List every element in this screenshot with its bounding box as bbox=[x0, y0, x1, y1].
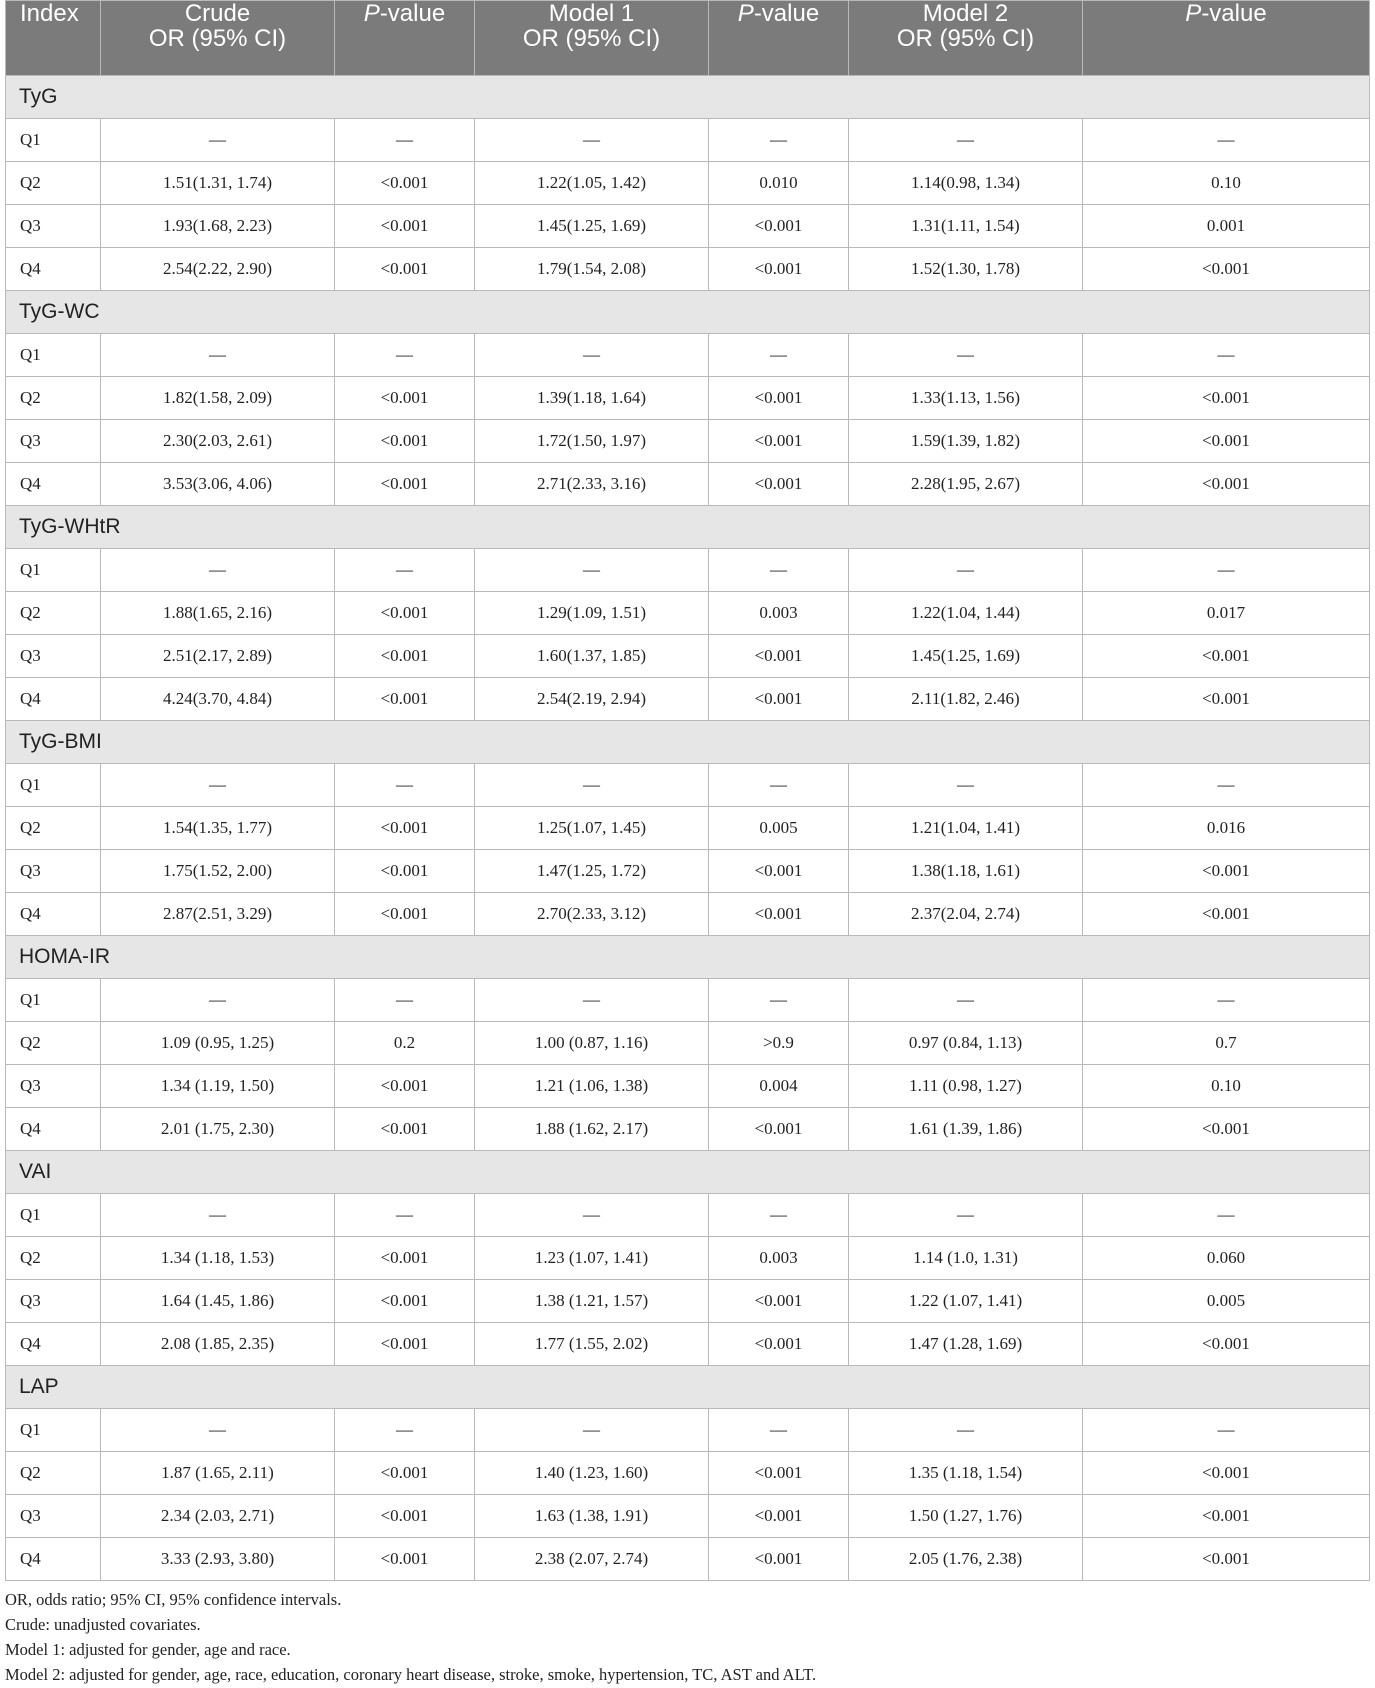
cell-model1-or: — bbox=[475, 334, 709, 377]
section-row bbox=[6, 1366, 1370, 1409]
cell-crude-pvalue: <0.001 bbox=[335, 592, 475, 635]
section-row bbox=[6, 721, 1370, 764]
cell-model2-pvalue: 0.10 bbox=[1083, 162, 1370, 205]
section-row bbox=[6, 936, 1370, 979]
odds-ratio-table bbox=[5, 0, 1370, 1581]
cell-quartile: Q1 bbox=[6, 1194, 101, 1237]
table-row bbox=[6, 1452, 1370, 1495]
cell-quartile: Q4 bbox=[6, 1538, 101, 1581]
cell-crude-pvalue: — bbox=[335, 979, 475, 1022]
cell-quartile: Q2 bbox=[6, 1237, 101, 1280]
cell-crude-pvalue: — bbox=[335, 764, 475, 807]
cell-model1-or: 2.71(2.33, 3.16) bbox=[475, 463, 709, 506]
cell-model1-pvalue: <0.001 bbox=[709, 850, 849, 893]
cell-model1-pvalue: <0.001 bbox=[709, 248, 849, 291]
section-title: VAI bbox=[6, 1151, 1370, 1194]
cell-model1-or: 1.79(1.54, 2.08) bbox=[475, 248, 709, 291]
table-row bbox=[6, 1237, 1370, 1280]
cell-model1-or: 1.39(1.18, 1.64) bbox=[475, 377, 709, 420]
cell-quartile: Q4 bbox=[6, 893, 101, 936]
header-pvalue-crude bbox=[335, 1, 475, 76]
cell-model2-pvalue: <0.001 bbox=[1083, 1452, 1370, 1495]
cell-crude-or: 1.34 (1.19, 1.50) bbox=[101, 1065, 335, 1108]
cell-crude-or: 1.64 (1.45, 1.86) bbox=[101, 1280, 335, 1323]
cell-model1-pvalue: <0.001 bbox=[709, 893, 849, 936]
section-title: TyG-BMI bbox=[6, 721, 1370, 764]
section-title: TyG-WC bbox=[6, 291, 1370, 334]
cell-model1-or: 2.38 (2.07, 2.74) bbox=[475, 1538, 709, 1581]
cell-model2-or: 1.22(1.04, 1.44) bbox=[849, 592, 1083, 635]
cell-crude-pvalue: <0.001 bbox=[335, 1452, 475, 1495]
cell-model2-pvalue: <0.001 bbox=[1083, 248, 1370, 291]
section-title: TyG-WHtR bbox=[6, 506, 1370, 549]
cell-crude-or: 2.30(2.03, 2.61) bbox=[101, 420, 335, 463]
cell-model2-or: — bbox=[849, 119, 1083, 162]
cell-crude-pvalue: <0.001 bbox=[335, 1108, 475, 1151]
cell-quartile: Q3 bbox=[6, 850, 101, 893]
table-row bbox=[6, 979, 1370, 1022]
cell-quartile: Q1 bbox=[6, 764, 101, 807]
cell-crude-or: — bbox=[101, 1194, 335, 1237]
cell-quartile: Q3 bbox=[6, 635, 101, 678]
cell-model2-pvalue: <0.001 bbox=[1083, 1323, 1370, 1366]
cell-model2-pvalue: <0.001 bbox=[1083, 1495, 1370, 1538]
cell-crude-or: 3.53(3.06, 4.06) bbox=[101, 463, 335, 506]
cell-crude-or: 1.88(1.65, 2.16) bbox=[101, 592, 335, 635]
footnote-abbreviations: OR, odds ratio; 95% CI, 95% confidence intervals. bbox=[5, 1590, 342, 1609]
cell-model1-pvalue: <0.001 bbox=[709, 1108, 849, 1151]
cell-model2-or: — bbox=[849, 1409, 1083, 1452]
cell-model1-or: — bbox=[475, 979, 709, 1022]
header-index-label: Index bbox=[20, 0, 79, 27]
table-row bbox=[6, 1065, 1370, 1108]
cell-crude-pvalue: — bbox=[335, 1194, 475, 1237]
cell-crude-pvalue: <0.001 bbox=[335, 1323, 475, 1366]
cell-quartile: Q3 bbox=[6, 205, 101, 248]
cell-crude-pvalue: — bbox=[335, 334, 475, 377]
cell-model2-pvalue: <0.001 bbox=[1083, 463, 1370, 506]
cell-crude-pvalue: — bbox=[335, 549, 475, 592]
cell-model2-pvalue: <0.001 bbox=[1083, 420, 1370, 463]
cell-crude-pvalue: <0.001 bbox=[335, 1237, 475, 1280]
cell-model1-pvalue: — bbox=[709, 979, 849, 1022]
cell-model2-or: 1.11 (0.98, 1.27) bbox=[849, 1065, 1083, 1108]
cell-crude-or: 1.87 (1.65, 2.11) bbox=[101, 1452, 335, 1495]
cell-crude-pvalue: — bbox=[335, 119, 475, 162]
cell-quartile: Q4 bbox=[6, 248, 101, 291]
cell-crude-or: 4.24(3.70, 4.84) bbox=[101, 678, 335, 721]
cell-model2-or: 2.05 (1.76, 2.38) bbox=[849, 1538, 1083, 1581]
table-row bbox=[6, 377, 1370, 420]
section-row bbox=[6, 76, 1370, 119]
cell-model2-pvalue: 0.7 bbox=[1083, 1022, 1370, 1065]
cell-model1-pvalue: 0.010 bbox=[709, 162, 849, 205]
table-row bbox=[6, 549, 1370, 592]
cell-model2-or: — bbox=[849, 549, 1083, 592]
cell-model1-pvalue: <0.001 bbox=[709, 1323, 849, 1366]
header-model1-title: Model 1 bbox=[548, 0, 635, 27]
cell-crude-pvalue: <0.001 bbox=[335, 1495, 475, 1538]
cell-crude-or: 2.01 (1.75, 2.30) bbox=[101, 1108, 335, 1151]
header-pvalue-suffix: -value bbox=[379, 0, 446, 27]
cell-model2-pvalue: 0.005 bbox=[1083, 1280, 1370, 1323]
table-row bbox=[6, 119, 1370, 162]
cell-model1-or: 1.22(1.05, 1.42) bbox=[475, 162, 709, 205]
cell-crude-pvalue: <0.001 bbox=[335, 893, 475, 936]
cell-model2-or: 1.14(0.98, 1.34) bbox=[849, 162, 1083, 205]
cell-model1-or: — bbox=[475, 119, 709, 162]
cell-model2-pvalue: — bbox=[1083, 549, 1370, 592]
cell-model2-or: — bbox=[849, 1194, 1083, 1237]
cell-model1-or: 1.45(1.25, 1.69) bbox=[475, 205, 709, 248]
cell-model2-pvalue: <0.001 bbox=[1083, 635, 1370, 678]
cell-crude-pvalue: <0.001 bbox=[335, 463, 475, 506]
table-row bbox=[6, 1108, 1370, 1151]
cell-crude-or: — bbox=[101, 1409, 335, 1452]
footnote-crude: Crude: unadjusted covariates. bbox=[5, 1615, 201, 1634]
cell-quartile: Q2 bbox=[6, 1022, 101, 1065]
table-row bbox=[6, 1323, 1370, 1366]
cell-crude-pvalue: <0.001 bbox=[335, 678, 475, 721]
cell-model1-or: — bbox=[475, 764, 709, 807]
cell-crude-pvalue: <0.001 bbox=[335, 1538, 475, 1581]
cell-model1-pvalue: — bbox=[709, 549, 849, 592]
cell-model1-or: 1.60(1.37, 1.85) bbox=[475, 635, 709, 678]
cell-model1-pvalue: — bbox=[709, 119, 849, 162]
cell-quartile: Q1 bbox=[6, 334, 101, 377]
cell-quartile: Q1 bbox=[6, 549, 101, 592]
cell-quartile: Q3 bbox=[6, 1495, 101, 1538]
cell-crude-or: 3.33 (2.93, 3.80) bbox=[101, 1538, 335, 1581]
header-index bbox=[6, 1, 101, 76]
cell-quartile: Q3 bbox=[6, 1065, 101, 1108]
cell-model1-pvalue: <0.001 bbox=[709, 1280, 849, 1323]
cell-crude-or: — bbox=[101, 119, 335, 162]
header-pvalue-p: P bbox=[737, 0, 754, 27]
cell-model2-pvalue: 0.10 bbox=[1083, 1065, 1370, 1108]
header-pvalue-suffix: -value bbox=[1201, 0, 1267, 27]
header-pvalue-model2 bbox=[1083, 1, 1370, 76]
cell-crude-pvalue: <0.001 bbox=[335, 635, 475, 678]
cell-model2-pvalue: — bbox=[1083, 979, 1370, 1022]
cell-crude-pvalue: <0.001 bbox=[335, 1280, 475, 1323]
cell-quartile: Q4 bbox=[6, 1108, 101, 1151]
cell-crude-or: 1.09 (0.95, 1.25) bbox=[101, 1022, 335, 1065]
header-pvalue-p: P bbox=[363, 0, 380, 27]
cell-model1-pvalue: <0.001 bbox=[709, 205, 849, 248]
cell-crude-pvalue: — bbox=[335, 1409, 475, 1452]
header-crude bbox=[101, 1, 335, 76]
cell-crude-or: — bbox=[101, 549, 335, 592]
table-row bbox=[6, 162, 1370, 205]
section-row bbox=[6, 291, 1370, 334]
header-model2-title: Model 2 bbox=[922, 0, 1009, 27]
cell-quartile: Q2 bbox=[6, 592, 101, 635]
cell-crude-pvalue: <0.001 bbox=[335, 162, 475, 205]
cell-quartile: Q1 bbox=[6, 979, 101, 1022]
cell-crude-pvalue: 0.2 bbox=[335, 1022, 475, 1065]
cell-crude-or: — bbox=[101, 979, 335, 1022]
section-title: TyG bbox=[6, 76, 1370, 119]
cell-quartile: Q4 bbox=[6, 463, 101, 506]
cell-model2-pvalue: <0.001 bbox=[1083, 377, 1370, 420]
cell-model2-or: 1.35 (1.18, 1.54) bbox=[849, 1452, 1083, 1495]
cell-model1-or: 1.63 (1.38, 1.91) bbox=[475, 1495, 709, 1538]
cell-crude-pvalue: <0.001 bbox=[335, 377, 475, 420]
cell-model2-pvalue: 0.016 bbox=[1083, 807, 1370, 850]
cell-quartile: Q1 bbox=[6, 119, 101, 162]
cell-crude-pvalue: <0.001 bbox=[335, 205, 475, 248]
table-footnotes bbox=[5, 1581, 1369, 1687]
cell-crude-pvalue: <0.001 bbox=[335, 850, 475, 893]
footnote-model1: Model 1: adjusted for gender, age and race. bbox=[5, 1640, 291, 1659]
table-row bbox=[6, 463, 1370, 506]
cell-model2-or: 1.50 (1.27, 1.76) bbox=[849, 1495, 1083, 1538]
header-pvalue-suffix: -value bbox=[753, 0, 820, 27]
cell-model1-or: 1.38 (1.21, 1.57) bbox=[475, 1280, 709, 1323]
cell-model1-pvalue: <0.001 bbox=[709, 377, 849, 420]
cell-model2-or: 1.38(1.18, 1.61) bbox=[849, 850, 1083, 893]
cell-model2-or: 2.28(1.95, 2.67) bbox=[849, 463, 1083, 506]
cell-model1-or: — bbox=[475, 1409, 709, 1452]
section-title: LAP bbox=[6, 1366, 1370, 1409]
cell-model2-pvalue: <0.001 bbox=[1083, 850, 1370, 893]
table-header bbox=[6, 1, 1370, 76]
cell-crude-or: — bbox=[101, 334, 335, 377]
cell-model1-or: 1.88 (1.62, 2.17) bbox=[475, 1108, 709, 1151]
cell-crude-pvalue: <0.001 bbox=[335, 1065, 475, 1108]
cell-model1-or: 1.23 (1.07, 1.41) bbox=[475, 1237, 709, 1280]
cell-model1-or: — bbox=[475, 549, 709, 592]
cell-model2-or: 2.37(2.04, 2.74) bbox=[849, 893, 1083, 936]
table-row bbox=[6, 807, 1370, 850]
cell-model1-or: 1.21 (1.06, 1.38) bbox=[475, 1065, 709, 1108]
footnote-model2: Model 2: adjusted for gender, age, race, education, coronary heart disease, stroke, smoke, hypertension, TC, AST and ALT. bbox=[5, 1665, 817, 1684]
cell-model1-pvalue: — bbox=[709, 1194, 849, 1237]
table-row bbox=[6, 1280, 1370, 1323]
cell-model2-pvalue: <0.001 bbox=[1083, 1538, 1370, 1581]
cell-model1-pvalue: — bbox=[709, 764, 849, 807]
cell-model2-pvalue: — bbox=[1083, 1194, 1370, 1237]
header-model1-subtitle: OR (95% CI) bbox=[522, 25, 661, 52]
cell-model2-or: 1.59(1.39, 1.82) bbox=[849, 420, 1083, 463]
cell-model2-pvalue: — bbox=[1083, 1409, 1370, 1452]
cell-model2-pvalue: 0.001 bbox=[1083, 205, 1370, 248]
cell-model2-or: 2.11(1.82, 2.46) bbox=[849, 678, 1083, 721]
cell-crude-or: 2.08 (1.85, 2.35) bbox=[101, 1323, 335, 1366]
cell-model2-pvalue: 0.060 bbox=[1083, 1237, 1370, 1280]
cell-crude-pvalue: <0.001 bbox=[335, 248, 475, 291]
cell-model2-or: 1.14 (1.0, 1.31) bbox=[849, 1237, 1083, 1280]
cell-model2-or: 1.22 (1.07, 1.41) bbox=[849, 1280, 1083, 1323]
cell-crude-or: — bbox=[101, 764, 335, 807]
cell-crude-or: 2.51(2.17, 2.89) bbox=[101, 635, 335, 678]
cell-crude-or: 1.54(1.35, 1.77) bbox=[101, 807, 335, 850]
cell-model2-or: 1.61 (1.39, 1.86) bbox=[849, 1108, 1083, 1151]
cell-model1-or: 1.72(1.50, 1.97) bbox=[475, 420, 709, 463]
cell-crude-or: 1.34 (1.18, 1.53) bbox=[101, 1237, 335, 1280]
cell-model1-pvalue: <0.001 bbox=[709, 463, 849, 506]
cell-quartile: Q2 bbox=[6, 807, 101, 850]
header-crude-title: Crude bbox=[184, 0, 251, 27]
cell-model1-pvalue: 0.003 bbox=[709, 1237, 849, 1280]
cell-model1-or: 1.00 (0.87, 1.16) bbox=[475, 1022, 709, 1065]
table-row bbox=[6, 1409, 1370, 1452]
cell-model1-or: 2.70(2.33, 3.12) bbox=[475, 893, 709, 936]
results-table-figure bbox=[5, 0, 1369, 1687]
cell-model1-or: 1.25(1.07, 1.45) bbox=[475, 807, 709, 850]
cell-model1-pvalue: >0.9 bbox=[709, 1022, 849, 1065]
table-row bbox=[6, 334, 1370, 377]
cell-quartile: Q1 bbox=[6, 1409, 101, 1452]
cell-model2-pvalue: — bbox=[1083, 119, 1370, 162]
cell-crude-or: 1.75(1.52, 2.00) bbox=[101, 850, 335, 893]
cell-model1-pvalue: <0.001 bbox=[709, 635, 849, 678]
section-row bbox=[6, 506, 1370, 549]
cell-quartile: Q3 bbox=[6, 420, 101, 463]
cell-model2-or: 1.47 (1.28, 1.69) bbox=[849, 1323, 1083, 1366]
header-row bbox=[6, 1, 1370, 76]
cell-model2-or: 1.31(1.11, 1.54) bbox=[849, 205, 1083, 248]
cell-model1-pvalue: <0.001 bbox=[709, 678, 849, 721]
cell-model1-pvalue: <0.001 bbox=[709, 420, 849, 463]
cell-model1-or: — bbox=[475, 1194, 709, 1237]
cell-model2-or: — bbox=[849, 979, 1083, 1022]
section-title: HOMA-IR bbox=[6, 936, 1370, 979]
cell-model1-pvalue: <0.001 bbox=[709, 1452, 849, 1495]
cell-crude-pvalue: <0.001 bbox=[335, 420, 475, 463]
cell-model1-pvalue: 0.003 bbox=[709, 592, 849, 635]
cell-model1-or: 1.29(1.09, 1.51) bbox=[475, 592, 709, 635]
table-body bbox=[6, 76, 1370, 1581]
table-row bbox=[6, 635, 1370, 678]
cell-quartile: Q2 bbox=[6, 162, 101, 205]
cell-model2-pvalue: — bbox=[1083, 334, 1370, 377]
cell-quartile: Q2 bbox=[6, 377, 101, 420]
cell-model1-or: 2.54(2.19, 2.94) bbox=[475, 678, 709, 721]
cell-model1-or: 1.77 (1.55, 2.02) bbox=[475, 1323, 709, 1366]
cell-model2-pvalue: <0.001 bbox=[1083, 1108, 1370, 1151]
cell-model2-pvalue: <0.001 bbox=[1083, 893, 1370, 936]
cell-model2-pvalue: — bbox=[1083, 764, 1370, 807]
cell-model1-or: 1.40 (1.23, 1.60) bbox=[475, 1452, 709, 1495]
table-row bbox=[6, 1538, 1370, 1581]
cell-model2-or: 1.52(1.30, 1.78) bbox=[849, 248, 1083, 291]
table-row bbox=[6, 592, 1370, 635]
cell-model2-or: 1.33(1.13, 1.56) bbox=[849, 377, 1083, 420]
table-row bbox=[6, 205, 1370, 248]
cell-model1-pvalue: — bbox=[709, 1409, 849, 1452]
cell-model2-pvalue: <0.001 bbox=[1083, 678, 1370, 721]
cell-crude-or: 1.82(1.58, 2.09) bbox=[101, 377, 335, 420]
cell-crude-or: 2.54(2.22, 2.90) bbox=[101, 248, 335, 291]
header-model2 bbox=[849, 1, 1083, 76]
cell-model2-or: 0.97 (0.84, 1.13) bbox=[849, 1022, 1083, 1065]
table-row bbox=[6, 1495, 1370, 1538]
cell-model2-or: 1.21(1.04, 1.41) bbox=[849, 807, 1083, 850]
cell-model1-pvalue: — bbox=[709, 334, 849, 377]
header-model1 bbox=[475, 1, 709, 76]
table-row bbox=[6, 1022, 1370, 1065]
cell-quartile: Q4 bbox=[6, 1323, 101, 1366]
cell-crude-or: 2.34 (2.03, 2.71) bbox=[101, 1495, 335, 1538]
table-row bbox=[6, 678, 1370, 721]
table-row bbox=[6, 420, 1370, 463]
cell-crude-or: 1.93(1.68, 2.23) bbox=[101, 205, 335, 248]
cell-model2-or: 1.45(1.25, 1.69) bbox=[849, 635, 1083, 678]
cell-model1-pvalue: <0.001 bbox=[709, 1495, 849, 1538]
cell-model2-pvalue: 0.017 bbox=[1083, 592, 1370, 635]
section-row bbox=[6, 1151, 1370, 1194]
table-row bbox=[6, 764, 1370, 807]
header-pvalue-p: P bbox=[1185, 0, 1202, 27]
cell-model1-pvalue: <0.001 bbox=[709, 1538, 849, 1581]
header-pvalue-model1 bbox=[709, 1, 849, 76]
cell-quartile: Q3 bbox=[6, 1280, 101, 1323]
header-crude-subtitle: OR (95% CI) bbox=[148, 25, 287, 52]
cell-model1-pvalue: 0.005 bbox=[709, 807, 849, 850]
cell-crude-or: 1.51(1.31, 1.74) bbox=[101, 162, 335, 205]
table-row bbox=[6, 893, 1370, 936]
table-row bbox=[6, 850, 1370, 893]
table-row bbox=[6, 248, 1370, 291]
header-model2-subtitle: OR (95% CI) bbox=[896, 25, 1035, 52]
cell-model2-or: — bbox=[849, 334, 1083, 377]
cell-model2-or: — bbox=[849, 764, 1083, 807]
cell-crude-pvalue: <0.001 bbox=[335, 807, 475, 850]
cell-quartile: Q2 bbox=[6, 1452, 101, 1495]
cell-model1-pvalue: 0.004 bbox=[709, 1065, 849, 1108]
cell-model1-or: 1.47(1.25, 1.72) bbox=[475, 850, 709, 893]
cell-crude-or: 2.87(2.51, 3.29) bbox=[101, 893, 335, 936]
table-row bbox=[6, 1194, 1370, 1237]
cell-quartile: Q4 bbox=[6, 678, 101, 721]
